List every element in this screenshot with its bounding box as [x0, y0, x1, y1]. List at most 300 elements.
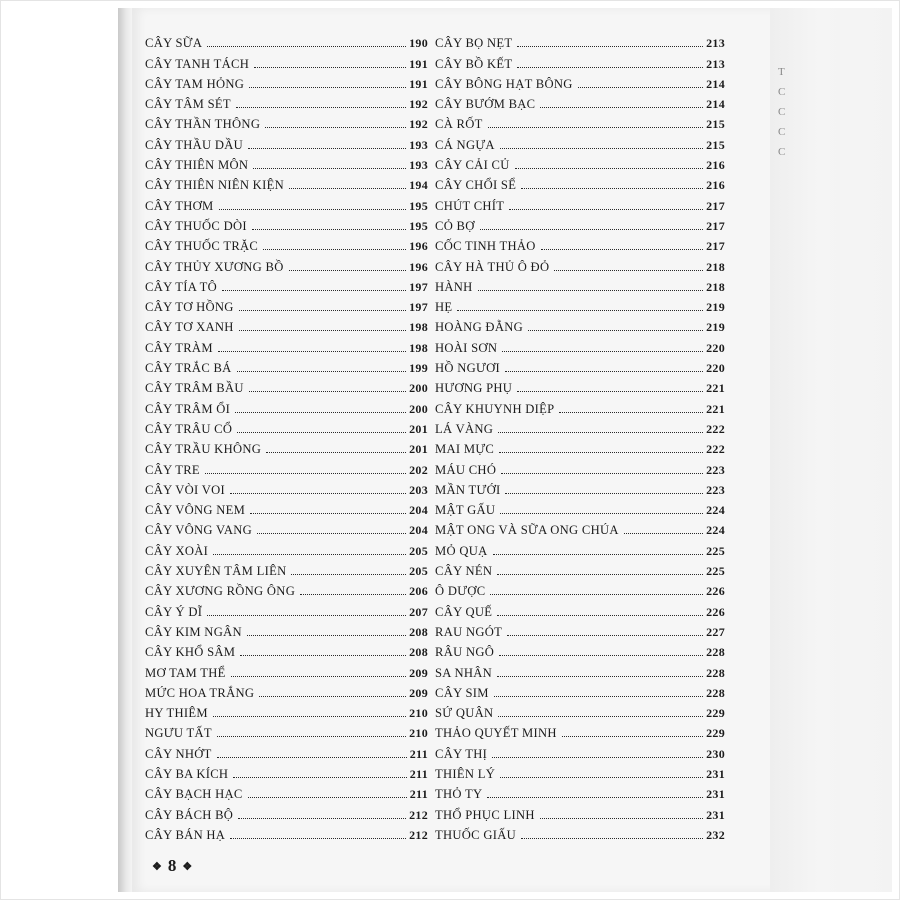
toc-entry-page: 217	[706, 239, 725, 254]
toc-entry	[145, 782, 428, 802]
toc-entry-page: 197	[409, 300, 428, 315]
toc-entry-title: CÂY TANH TÁCH	[145, 56, 250, 71]
toc-entry	[145, 193, 428, 213]
toc-entry	[435, 498, 725, 518]
toc-entry-page: 226	[706, 604, 725, 619]
dot-leader	[498, 432, 703, 433]
toc-entry-page: 232	[706, 827, 725, 842]
toc-entry	[145, 498, 428, 518]
dot-leader	[492, 757, 703, 758]
toc-entry-title: CÂY TAM HỎNG	[145, 76, 245, 91]
toc-entry-page: 194	[409, 178, 428, 193]
toc-entry	[435, 599, 725, 619]
toc-entry	[145, 153, 428, 173]
dot-leader	[488, 127, 703, 128]
toc-entry-page: 230	[706, 746, 725, 761]
toc-entry-title: THUỐC GIẤU	[435, 827, 517, 842]
dot-leader	[505, 493, 703, 494]
toc-entry	[435, 396, 725, 416]
dot-leader	[497, 676, 703, 677]
toc-entry-title: Ô DƯỢC	[435, 584, 486, 599]
toc-entry-title: CÂY THỊ	[435, 746, 488, 761]
toc-entry	[435, 559, 725, 579]
book-gutter	[118, 8, 132, 892]
toc-entry-page: 213	[706, 56, 725, 71]
toc-entry-title: CÂY KHUYNH DIỆP	[435, 401, 555, 416]
toc-entry-title: CÂY BỒ KẾT	[435, 56, 513, 71]
toc-entry-title: RÂU NGÔ	[435, 645, 495, 660]
dot-leader	[263, 249, 406, 250]
toc-entry-title: CỎ BỢ	[435, 218, 475, 233]
toc-entry	[435, 31, 725, 51]
toc-entry-page: 209	[409, 665, 428, 680]
toc-entry-title: THỎ TY	[435, 787, 483, 802]
toc-entry	[145, 173, 428, 193]
toc-entry-page: 192	[409, 97, 428, 112]
toc-entry-page: 200	[409, 401, 428, 416]
toc-entry	[145, 701, 428, 721]
dot-leader	[213, 554, 406, 555]
toc-entry-title: CÂY NHỚT	[145, 746, 212, 761]
toc-entry-title: CÂY TRE	[145, 462, 200, 477]
toc-entry-page: 190	[409, 36, 428, 51]
toc-entry	[435, 275, 725, 295]
toc-entry	[435, 315, 725, 335]
toc-entry-page: 223	[706, 482, 725, 497]
dot-leader	[252, 229, 406, 230]
toc-entry-title: CÂY BẠCH HẠC	[145, 787, 243, 802]
ornament-right: ❖	[182, 860, 195, 873]
toc-entry-title: CÂY QUẾ	[435, 604, 493, 619]
toc-entry	[435, 214, 725, 234]
toc-entry-page: 208	[409, 624, 428, 639]
toc-entry	[435, 701, 725, 721]
toc-entry-title: MẦN TƯỚI	[435, 482, 501, 497]
toc-entry	[145, 640, 428, 660]
toc-entry	[145, 741, 428, 761]
toc-entry-title: CÂY BÔNG HẠT BÔNG	[435, 76, 573, 91]
toc-entry-title: CÂY XOÀI	[145, 543, 209, 558]
toc-entry	[435, 782, 725, 802]
toc-entry	[435, 660, 725, 680]
toc-entry-page: 201	[409, 442, 428, 457]
dot-leader	[254, 67, 406, 68]
toc-entry	[435, 234, 725, 254]
toc-entry-page: 204	[409, 503, 428, 518]
dot-leader	[240, 655, 406, 656]
dot-leader	[501, 473, 703, 474]
toc-entry-page: 198	[409, 320, 428, 335]
dot-leader	[554, 270, 703, 271]
toc-entry	[435, 741, 725, 761]
adjacent-letter: T	[778, 66, 785, 78]
toc-entry-page: 199	[409, 361, 428, 376]
toc-entry-title: RAU NGÓT	[435, 624, 503, 639]
toc-entry-title: MÁU CHÓ	[435, 462, 497, 477]
toc-entry-title: CÂY TÍA TÔ	[145, 279, 218, 294]
toc-entry	[145, 437, 428, 457]
toc-entry-page: 228	[706, 665, 725, 680]
dot-leader	[300, 594, 406, 595]
toc-entry-page: 222	[706, 442, 725, 457]
toc-entry	[435, 335, 725, 355]
toc-entry-title: HY THIÊM	[145, 706, 208, 721]
toc-entry-page: 212	[409, 827, 428, 842]
dot-leader	[266, 452, 406, 453]
dot-leader	[500, 777, 703, 778]
toc-entry	[435, 478, 725, 498]
dot-leader	[238, 818, 406, 819]
toc-entry-title: CÂY THIÊN MÔN	[145, 158, 249, 173]
dot-leader	[237, 371, 407, 372]
dot-leader	[289, 188, 406, 189]
toc-entry-title: CÀ RỐT	[435, 117, 483, 132]
dot-leader	[291, 574, 406, 575]
toc-entry	[435, 153, 725, 173]
toc-entry-page: 195	[409, 198, 428, 213]
toc-entry-title: MỨC HOA TRẮNG	[145, 685, 255, 700]
toc-entry	[435, 721, 725, 741]
toc-entry-page: 231	[706, 787, 725, 802]
toc-entry-page: 191	[409, 76, 428, 91]
adjacent-letter: C	[778, 146, 786, 158]
dot-leader	[499, 655, 703, 656]
toc-entry	[145, 660, 428, 680]
toc-entry-page: 227	[706, 624, 725, 639]
dot-leader	[509, 209, 703, 210]
toc-entry-title: CÂY KHỔ SÂM	[145, 645, 236, 660]
toc-entry-page: 225	[706, 543, 725, 558]
toc-entry-page: 212	[409, 807, 428, 822]
toc-entry-page: 192	[409, 117, 428, 132]
toc-entry-page: 214	[706, 76, 725, 91]
toc-entry-title: HỒ NGƯƠI	[435, 361, 500, 376]
toc-entry-page: 195	[409, 218, 428, 233]
toc-entry	[145, 396, 428, 416]
toc-entry	[435, 72, 725, 92]
toc-entry-page: 222	[706, 421, 725, 436]
toc-entry-title: HÀNH	[435, 279, 473, 294]
toc-entry-title: CÂY VÔNG NEM	[145, 503, 246, 518]
toc-entry-page: 217	[706, 198, 725, 213]
toc-entry-page: 215	[706, 117, 725, 132]
toc-entry-title: MẬT ONG VÀ SỮA ONG CHÚA	[435, 523, 619, 538]
toc-entry	[145, 315, 428, 335]
toc-entry-page: 204	[409, 523, 428, 538]
toc-entry-page: 206	[409, 584, 428, 599]
toc-entry	[145, 478, 428, 498]
dot-leader	[230, 838, 406, 839]
dot-leader	[205, 473, 406, 474]
dot-leader	[230, 493, 406, 494]
toc-entry-page: 225	[706, 564, 725, 579]
toc-entry	[435, 579, 725, 599]
toc-entry-title: CÂY XUYÊN TÂM LIÊN	[145, 564, 287, 579]
dot-leader	[517, 391, 703, 392]
toc-entry-page: 213	[706, 36, 725, 51]
dot-leader	[249, 87, 406, 88]
dot-leader	[500, 148, 703, 149]
toc-entry	[145, 518, 428, 538]
dot-leader	[207, 46, 406, 47]
toc-entry-title: THIÊN LÝ	[435, 766, 496, 781]
toc-entry-page: 231	[706, 807, 725, 822]
toc-entry-title: CÂY BƯỚM BẠC	[435, 97, 536, 112]
toc-entry-title: CÂY Ý DĨ	[145, 604, 203, 619]
toc-entry-title: CÂY THỦY XƯƠNG BỒ	[145, 259, 284, 274]
toc-entry-page: 220	[706, 340, 725, 355]
dot-leader	[239, 330, 406, 331]
dot-leader	[521, 188, 703, 189]
toc-entry-page: 223	[706, 462, 725, 477]
dot-leader	[624, 533, 703, 534]
toc-entry	[145, 802, 428, 822]
dot-leader	[540, 107, 703, 108]
toc-entry-title: CÂY TÂM SÉT	[145, 97, 231, 112]
dot-leader	[217, 736, 406, 737]
toc-entry-page: 229	[706, 706, 725, 721]
toc-entry-title: CÂY THUỐC TRẶC	[145, 239, 259, 254]
toc-entry-title: THẢO QUYẾT MINH	[435, 726, 557, 741]
toc-entry	[145, 579, 428, 599]
toc-entry	[435, 802, 725, 822]
dot-leader	[235, 412, 406, 413]
toc-entry	[435, 457, 725, 477]
ornament-left: ❖	[152, 860, 164, 873]
toc-entry	[145, 559, 428, 579]
dot-leader	[248, 148, 406, 149]
toc-entry	[435, 132, 725, 152]
dot-leader	[237, 432, 406, 433]
toc-entry	[145, 132, 428, 152]
toc-entry-title: SA NHÂN	[435, 665, 493, 680]
dot-leader	[247, 635, 406, 636]
toc-entry-page: 198	[409, 340, 428, 355]
dot-leader	[505, 371, 703, 372]
toc-entry-title: CÂY THẦN THÔNG	[145, 117, 261, 132]
dot-leader	[207, 615, 406, 616]
dot-leader	[494, 696, 703, 697]
toc-entry-title: CÂY CẢI CỦ	[435, 158, 510, 173]
toc-entry-title: NGƯU TẤT	[145, 726, 212, 741]
toc-entry	[145, 31, 428, 51]
toc-entry-page: 205	[409, 543, 428, 558]
toc-entry-page: 211	[409, 746, 428, 761]
toc-entry-page: 196	[409, 239, 428, 254]
dot-leader	[562, 736, 703, 737]
toc-entry	[145, 538, 428, 558]
adjacent-letter: C	[778, 126, 786, 138]
toc-entry	[145, 376, 428, 396]
toc-entry-page: 196	[409, 259, 428, 274]
toc-entry	[145, 681, 428, 701]
dot-leader	[236, 107, 406, 108]
adjacent-letter: C	[778, 106, 786, 118]
dot-leader	[248, 797, 407, 798]
toc-entry	[145, 356, 428, 376]
toc-entry-page: 218	[706, 259, 725, 274]
toc-entry-title: CÂY TƠ XANH	[145, 320, 234, 335]
dot-leader	[289, 270, 406, 271]
toc-entry-title: MAI MỰC	[435, 442, 495, 457]
toc-entry-page: 228	[706, 645, 725, 660]
toc-entry-title: CÂY TRÂM ỔI	[145, 401, 231, 416]
toc-entry-page: 226	[706, 584, 725, 599]
toc-entry	[435, 356, 725, 376]
dot-leader	[487, 797, 703, 798]
dot-leader	[457, 310, 703, 311]
toc-entry	[435, 254, 725, 274]
toc-entry-title: CÂY HÀ THỦ Ô ĐỎ	[435, 259, 550, 274]
toc-entry-page: 219	[706, 320, 725, 335]
toc-entry	[435, 193, 725, 213]
toc-entry	[435, 51, 725, 71]
dot-leader	[217, 757, 407, 758]
toc-entry	[145, 762, 428, 782]
dot-leader	[517, 67, 703, 68]
toc-entry	[145, 721, 428, 741]
dot-leader	[218, 351, 406, 352]
toc-entry	[145, 457, 428, 477]
toc-entry-title: CÂY BÁCH BỘ	[145, 807, 234, 822]
dot-leader	[499, 452, 703, 453]
toc-entry-title: CÁ NGỰA	[435, 137, 495, 152]
toc-entry	[435, 640, 725, 660]
toc-entry	[145, 275, 428, 295]
toc-entry-page: 200	[409, 381, 428, 396]
toc-entry	[435, 518, 725, 538]
toc-entry	[145, 254, 428, 274]
dot-leader	[249, 391, 406, 392]
toc-entry-page: 211	[409, 766, 428, 781]
toc-entry-title: CỐC TINH THẢO	[435, 239, 536, 254]
toc-entry-title: CÂY SỮA	[145, 36, 203, 51]
dot-leader	[502, 351, 703, 352]
dot-leader	[578, 87, 703, 88]
toc-entry-title: CÂY CHỔI SỂ	[435, 178, 517, 193]
toc-entry-page: 220	[706, 361, 725, 376]
toc-entry-page: 201	[409, 421, 428, 436]
dot-leader	[213, 716, 406, 717]
dot-leader	[257, 533, 406, 534]
toc-entry	[145, 72, 428, 92]
toc-entry-title: CÂY THƠM	[145, 198, 214, 213]
toc-entry-title: MỎ QUẠ	[435, 543, 488, 558]
toc-entry-page: 217	[706, 218, 725, 233]
toc-entry-title: CÂY NÉN	[435, 564, 493, 579]
toc-entry	[435, 173, 725, 193]
toc-entry-page: 228	[706, 685, 725, 700]
dot-leader	[498, 716, 703, 717]
toc-entry-page: 219	[706, 300, 725, 315]
toc-entry-title: CÂY SIM	[435, 685, 489, 700]
dot-leader	[490, 594, 703, 595]
toc-entry-page: 231	[706, 766, 725, 781]
toc-entry-title: CÂY XƯƠNG RỒNG ÔNG	[145, 584, 296, 599]
toc-entry	[435, 417, 725, 437]
toc-entry-title: HƯƠNG PHỤ	[435, 381, 513, 396]
toc-entry-title: CÂY TRẦU KHÔNG	[145, 442, 262, 457]
toc-entry	[435, 823, 725, 843]
toc-entry	[435, 112, 725, 132]
toc-left-column	[145, 31, 428, 843]
dot-leader	[500, 513, 703, 514]
toc-entry-page: 207	[409, 604, 428, 619]
toc-entry	[145, 92, 428, 112]
toc-entry-page: 202	[409, 462, 428, 477]
dot-leader	[233, 777, 406, 778]
toc-entry-page: 208	[409, 645, 428, 660]
toc-entry-title: CÂY BÁN HẠ	[145, 827, 226, 842]
toc-entry-page: 216	[706, 158, 725, 173]
toc-entry	[435, 376, 725, 396]
toc-entry	[435, 295, 725, 315]
toc-entry-title: LÁ VÀNG	[435, 421, 494, 436]
toc-entry-title: CÂY THIÊN NIÊN KIỆN	[145, 178, 284, 193]
toc-entry-page: 205	[409, 564, 428, 579]
toc-entry-title: CÂY BA KÍCH	[145, 766, 229, 781]
dot-leader	[517, 46, 703, 47]
toc-right-column	[435, 31, 725, 843]
toc-entry-page: 209	[409, 685, 428, 700]
dot-leader	[253, 168, 406, 169]
page-number-footer	[152, 856, 194, 876]
toc-entry-title: CÂY KIM NGÂN	[145, 624, 242, 639]
toc-entry-page: 214	[706, 97, 725, 112]
toc-entry-title: HẸ	[435, 300, 453, 315]
toc-entry	[145, 234, 428, 254]
toc-entry	[145, 295, 428, 315]
dot-leader	[559, 412, 703, 413]
toc-entry-title: CHÚT CHÍT	[435, 198, 505, 213]
toc-entry-title: CÂY TRÀM	[145, 340, 213, 355]
toc-entry-page: 218	[706, 279, 725, 294]
toc-entry	[145, 620, 428, 640]
dot-leader	[540, 818, 703, 819]
toc-entry-page: 203	[409, 482, 428, 497]
toc-entry	[435, 92, 725, 112]
dot-leader	[478, 290, 704, 291]
dot-leader	[521, 838, 703, 839]
toc-entry-title: CÂY VÔNG VANG	[145, 523, 252, 538]
dot-leader	[231, 676, 407, 677]
toc-entry-page: 193	[409, 158, 428, 173]
toc-entry	[435, 620, 725, 640]
toc-entry-title: CÂY THẦU DẦU	[145, 137, 244, 152]
toc-entry-page: 224	[706, 523, 725, 538]
dot-leader	[250, 513, 406, 514]
toc-entry-page: 191	[409, 56, 428, 71]
adjacent-letter: C	[778, 86, 786, 98]
toc-entry-title: MẬT GẤU	[435, 503, 496, 518]
dot-leader	[497, 574, 703, 575]
toc-entry	[435, 538, 725, 558]
adjacent-page-text	[778, 62, 798, 162]
toc-entry	[435, 437, 725, 457]
toc-entry	[145, 599, 428, 619]
toc-entry-title: CÂY THUỐC DÒI	[145, 218, 247, 233]
dot-leader	[259, 696, 406, 697]
page-number: 8	[167, 856, 179, 875]
toc-entry-page: 197	[409, 279, 428, 294]
toc-entry-page: 221	[706, 401, 725, 416]
toc-entry	[145, 51, 428, 71]
toc-entry-title: CÂY TRẮC BÁ	[145, 361, 232, 376]
toc-entry-page: 215	[706, 137, 725, 152]
toc-entry-title: MƠ TAM THỂ	[145, 665, 226, 680]
toc-entry-title: CÂY TRÂM BẦU	[145, 381, 244, 396]
dot-leader	[497, 615, 703, 616]
